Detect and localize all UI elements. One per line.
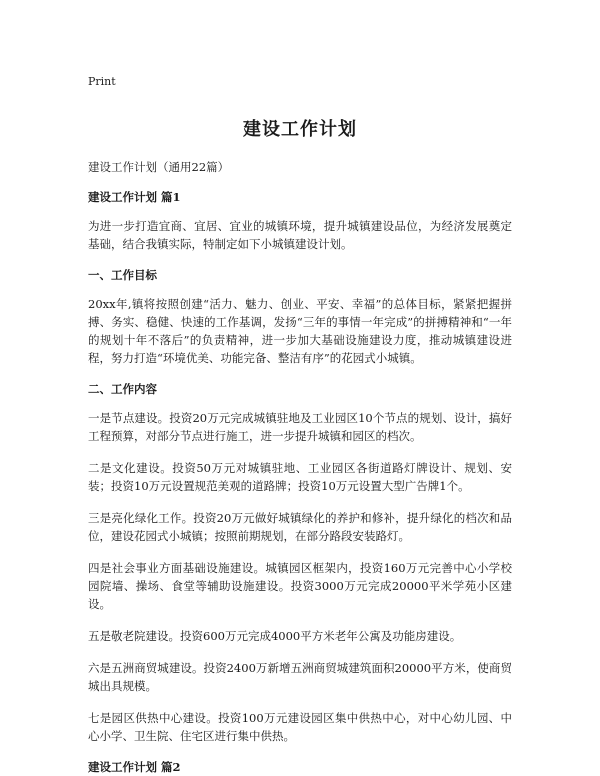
- document-body: [88, 189, 512, 775]
- section-heading: 一、工作目标: [88, 268, 157, 282]
- paragraph: 一是节点建设。投资20万元完成城镇驻地及工业园区10个节点的规划、设计，搞好工程预算，对部分节点进行施工，进一步提升城镇和园区的档次。: [88, 411, 512, 443]
- paragraph: 为进一步打造宜商、宜居、宜业的城镇环境，提升城镇建设品位，为经济发展奠定基础，结合我镇实际，特制定如下小城镇建设计划。: [88, 219, 512, 251]
- paragraph: 四是社会事业方面基础设施建设。城镇园区框架内，投资160万元完善中心小学校园院墙、操场、食堂等辅助设施建设。投资3000万元完成20000平米学苑小区建设。: [88, 561, 512, 611]
- page-title: 建设工作计划: [243, 119, 357, 140]
- paragraph: 五是敬老院建设。投资600万元完成4000平方米老年公寓及功能房建设。: [88, 629, 462, 643]
- paragraph: 二是文化建设。投资50万元对城镇驻地、工业园区各街道路灯牌设计、规划、安装；投资10万元设置规范美观的道路牌；投资10万元设置大型广告牌1个。: [88, 461, 512, 493]
- paragraph: 六是五洲商贸城建设。投资2400万新增五洲商贸城建筑面积20000平方米，使商贸城出具规模。: [88, 661, 512, 693]
- section-heading: 二、工作内容: [88, 382, 157, 396]
- print-link[interactable]: Print: [88, 75, 116, 88]
- paragraph: 20xx年,镇将按照创建“活力、魅力、创业、平安、幸福”的总体目标，紧紧把握拼搏、务实、稳健、快速的工作基调，发扬“三年的事情一年完成”的拼搏精神和“一年的规划十年不落后”的负责精神，进一步加大基础设施建设力度，推动城镇建设进程，努力打造“环境优美、功能完备、整洁有序”的花园式小城镇。: [88, 297, 512, 365]
- document-subtitle: 建设工作计划（通用22篇）: [88, 160, 230, 174]
- paragraph: 七是园区供热中心建设。投资100万元建设园区集中供热中心，对中心幼儿园、中心小学、卫生院、住宅区进行集中供热。: [88, 711, 512, 743]
- paragraph: 三是亮化绿化工作。投资20万元做好城镇绿化的养护和修补，提升绿化的档次和品位，建设花园式小城镇；按照前期规划，在部分路段安装路灯。: [88, 511, 512, 543]
- section-heading: 建设工作计划 篇2: [88, 760, 181, 774]
- section-heading: 建设工作计划 篇1: [88, 190, 181, 204]
